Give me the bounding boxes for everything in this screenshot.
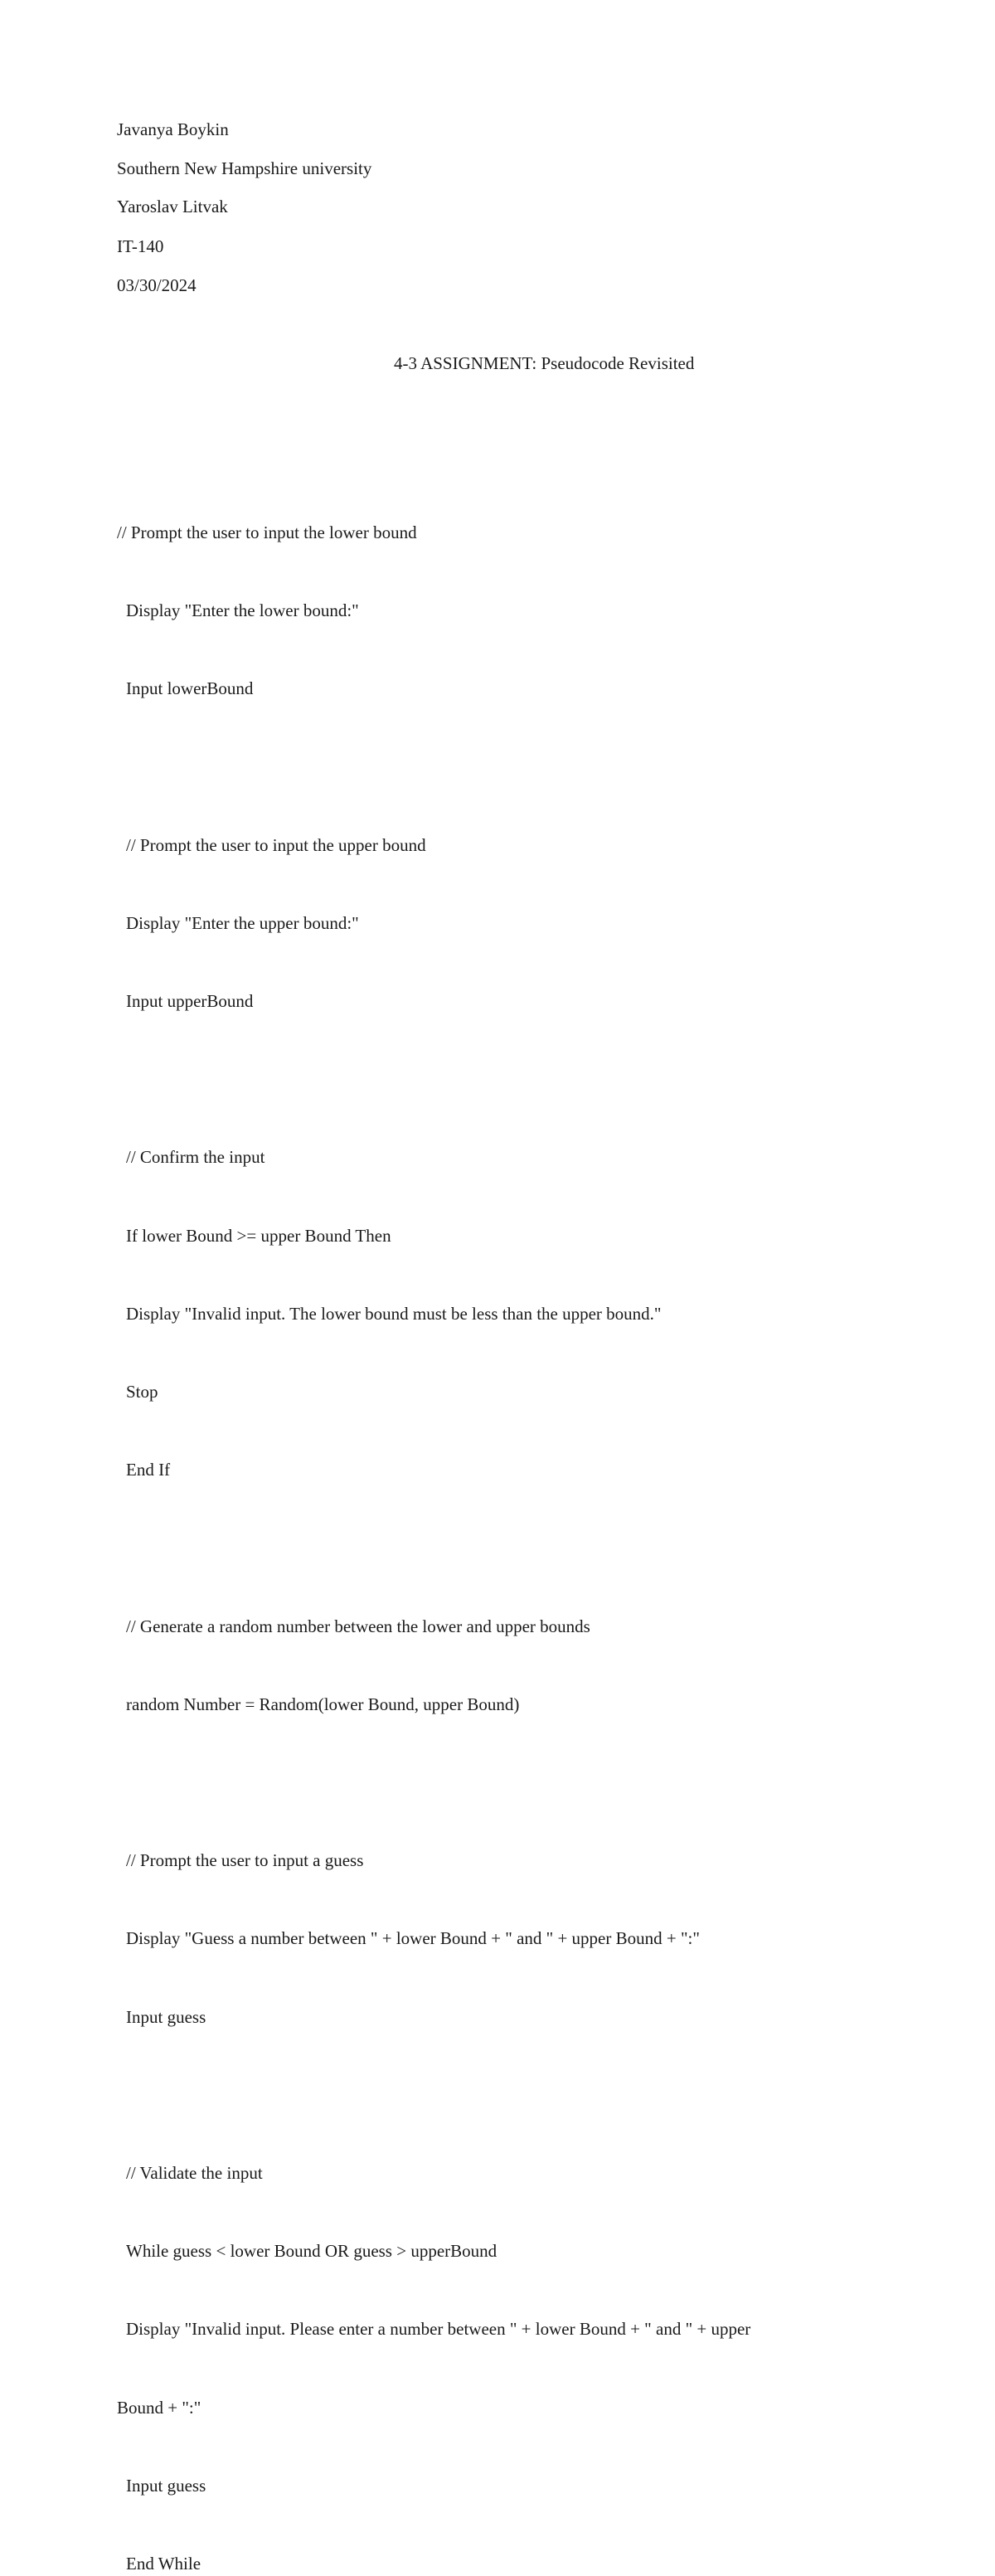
code-line: If lower Bound >= upper Bound Then — [126, 1225, 391, 1246]
code-line: // Confirm the input — [126, 1147, 265, 1168]
institution-name: Southern New Hampshire university — [117, 158, 372, 178]
author-name: Javanya Boykin — [117, 119, 229, 139]
code-line: // Generate a random number between the lower and upper bounds — [126, 1616, 590, 1636]
submission-date: 03/30/2024 — [117, 275, 197, 295]
code-line: Display "Invalid input. The lower bound must be less than the upper bound." — [126, 1303, 662, 1324]
code-line: random Number = Random(lower Bound, upper Bound) — [126, 1694, 520, 1714]
code-line: While guess < lower Bound OR guess > upperBound — [126, 2241, 498, 2262]
code-line: // Prompt the user to input the lower bound — [117, 522, 417, 542]
blank-line — [117, 2083, 750, 2108]
code-line: Display "Enter the upper bound:" — [126, 912, 359, 933]
code-line: End If — [126, 1460, 171, 1480]
code-line: Stop — [126, 1382, 158, 1402]
pseudocode-block — [117, 468, 750, 2576]
document-title: 4-3 ASSIGNMENT: Pseudocode Revisited — [394, 353, 695, 373]
code-line: // Validate the input — [126, 2163, 263, 2184]
code-line: Bound + ":" — [117, 2397, 201, 2418]
code-line: Input guess — [126, 2006, 206, 2027]
code-line: Input guess — [126, 2475, 206, 2496]
blank-line — [117, 1535, 750, 1561]
code-line: Input upperBound — [126, 991, 254, 1012]
code-line: End While — [126, 2554, 201, 2574]
instructor-name: Yaroslav Litvak — [117, 197, 228, 216]
code-line: Input lowerBound — [126, 678, 254, 699]
blank-line — [117, 1770, 750, 1796]
code-line: // Prompt the user to input the upper bound — [126, 834, 426, 855]
blank-line — [117, 1067, 750, 1092]
code-line: Display "Invalid input. Please enter a number between " + lower Bound + " and " + upper — [126, 2319, 751, 2340]
code-line: // Prompt the user to input a guess — [126, 1850, 364, 1871]
blank-line — [117, 754, 750, 780]
code-line: Display "Enter the lower bound:" — [126, 600, 359, 621]
code-line: Display "Guess a number between " + lower Bound + " and " + upper Bound + ":" — [126, 1928, 700, 1949]
course-code: IT-140 — [117, 236, 164, 256]
